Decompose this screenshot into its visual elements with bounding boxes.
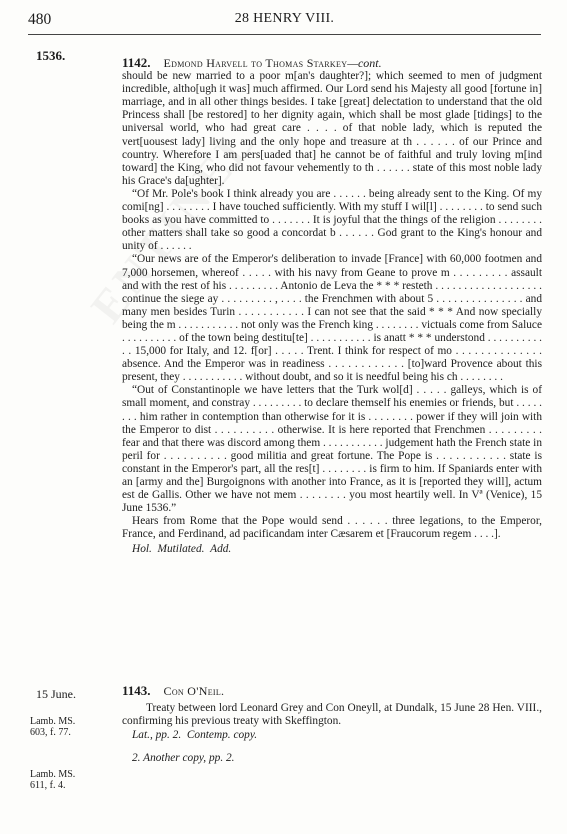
margin-reference-2 [30, 769, 75, 791]
entry-1143 [122, 684, 542, 765]
entry-1142-heading [122, 56, 542, 70]
entry-1143-heading [122, 684, 542, 698]
note-hol: Hol. [132, 543, 152, 556]
entry-number: 1143. [122, 683, 151, 698]
paragraph-3: “Our news are of the Emperor's deliberation to invade [France] with 60,000 footmen and 7,000 horsemen, whereof . . . . . with his navy from Geane to prove m . . . . . . . . . assault and with the rest of his . . . . . . . . . Antonio de Leva the * * * resteth . . . . . . . . . . . . . . . . . . . continue the siege ay . . . . . . . . . , . . . . the Frenchmen with about 5 . . . . . . . . . . . . . . . and many men besides Turin . . . . . . . . . . . I can not see that the said * * * And now specially being the m . . . . . . . . . . . not only was the French king . . . . . . . . victuals come from Saluce . . . . . . . . . . of the town being destitu[te] . . . . . . . . . . . is anatt * * * understond . . . . . . . . . . . . 15,000 for Italy, and 12. f[or] . . . . . Trent. I think for respect of mo . . . . . . . . . . . . . . absence. And the Emperor was in readiness . . . . . . . . . . . . [to]ward Provence about this present, they . . . . . . . . . . . without doubt, and so it is needful being his ch . . . . . . . . [122, 253, 542, 384]
paragraph-5: Hears from Rome that the Pope would send . . . . . . three legations, to the Emperor, France, and Ferdinand, ad pacificandam inter Cæsarem et [Fraucorum regem . . . .]. [122, 515, 542, 541]
running-head: 28 HENRY VIII. [234, 11, 335, 26]
ref-1-line-a: Lamb. MS. [30, 716, 76, 727]
ref-2-line-a: Lamb. MS. [30, 769, 76, 780]
entry-1143-text: Treaty between lord Leonard Grey and Con Oneyll, at Dundalk, 15 June 28 Hen. VIII., confirming his previous treaty with Skeffington. [122, 702, 542, 728]
note-contemp: Contemp. copy. [186, 728, 258, 741]
margin-date-1143: 15 June. [36, 687, 76, 701]
note-mutilated: Mutilated. [157, 543, 205, 556]
entry-title: Edmond Harvell to Thomas Starkey [163, 56, 348, 70]
paragraph-1: should be new married to a poor m[an's daughter?]; which seemed to men of judgment incredible, altho[ugh it was] much affirmed. Our Lord send his Majesty all good [fortune in] marriage, and in all other things besides. I take [great] delectation to understand that the old Princess shall [be restored] to her dignity again, which shall be most glade [tidings] to the universal world, who had great care . . . . of that noble lady, which is reputed the vert[uousest lady] living and the only hope and treasure at th . . . . . . of our Prince and country. Wherefore I am pers[uaded that] he cannot be of faithful and truly loving m[ind toward] the King, who did not favour vehemently to th . . . . . . state of this most noble lady his Grace's da[ughter]. [122, 70, 542, 187]
ref-2-line-b: 611, f. 4. [30, 780, 66, 791]
paragraph-4: “Out of Constantinople we have letters that the Turk wol[d] . . . . . galleys, which is of small moment, and constray . . . . . . . . . to declare themself his enemies or friends, but . . . . . . . . him rather in contemption than otherwise for it is . . . . . . . . power if they will join with the Emperor to dist . . . . . . . . . . otherwise. It is here reported that Frenchmen . . . . . . . . . fear and that there was discord among them . . . . . . . . . . . judgement hath the French state in peril for . . . . . . . . . . good militia and great fortune. The Pope is . . . . . . . . . . . state is constant in the Emperor's part, all the res[t] . . . . . . . . is firm to him. If Spaniards enter with an [army and the] Burgoignons with another into France, as it is [reported they will], actum est de Gallis. Other we have not mem . . . . . . . . you most heartily well. In Vª (Venice), 15 June 1536.” [122, 384, 542, 515]
entry-1143-copy: 2. Another copy, pp. 2. [132, 751, 235, 764]
margin-year: 1536. [36, 48, 66, 63]
entry-title: Con O'Neil. [163, 684, 225, 698]
note-lat: Lat., pp. 2. [132, 728, 182, 741]
entry-1142 [122, 56, 542, 557]
entry-1143-note [122, 729, 542, 742]
document-note [122, 543, 542, 556]
margin-reference-1 [30, 716, 75, 738]
ref-1-line-b: 603, f. 77. [30, 727, 71, 738]
page-number: 480 [28, 11, 52, 28]
header-rule [28, 34, 541, 35]
entry-number: 1142. [122, 55, 151, 70]
paragraph-2: “Of Mr. Pole's book I think already you are . . . . . . being already sent to the King. Of my comi[ng] . . . . . . . . I have touched sufficiently. With my stuff I wil[l] . . . . . . . . to send such books as you have committed to . . . . . . . It is joyful that the things of the religion . . . . . . . . other matters shall take so good a concordat b . . . . . . God grant to the King's honour and unity of . . . . . . [122, 187, 542, 253]
entry-title-suffix: —cont. [347, 56, 382, 70]
note-add: Add. [210, 543, 232, 556]
page-header [28, 9, 541, 33]
